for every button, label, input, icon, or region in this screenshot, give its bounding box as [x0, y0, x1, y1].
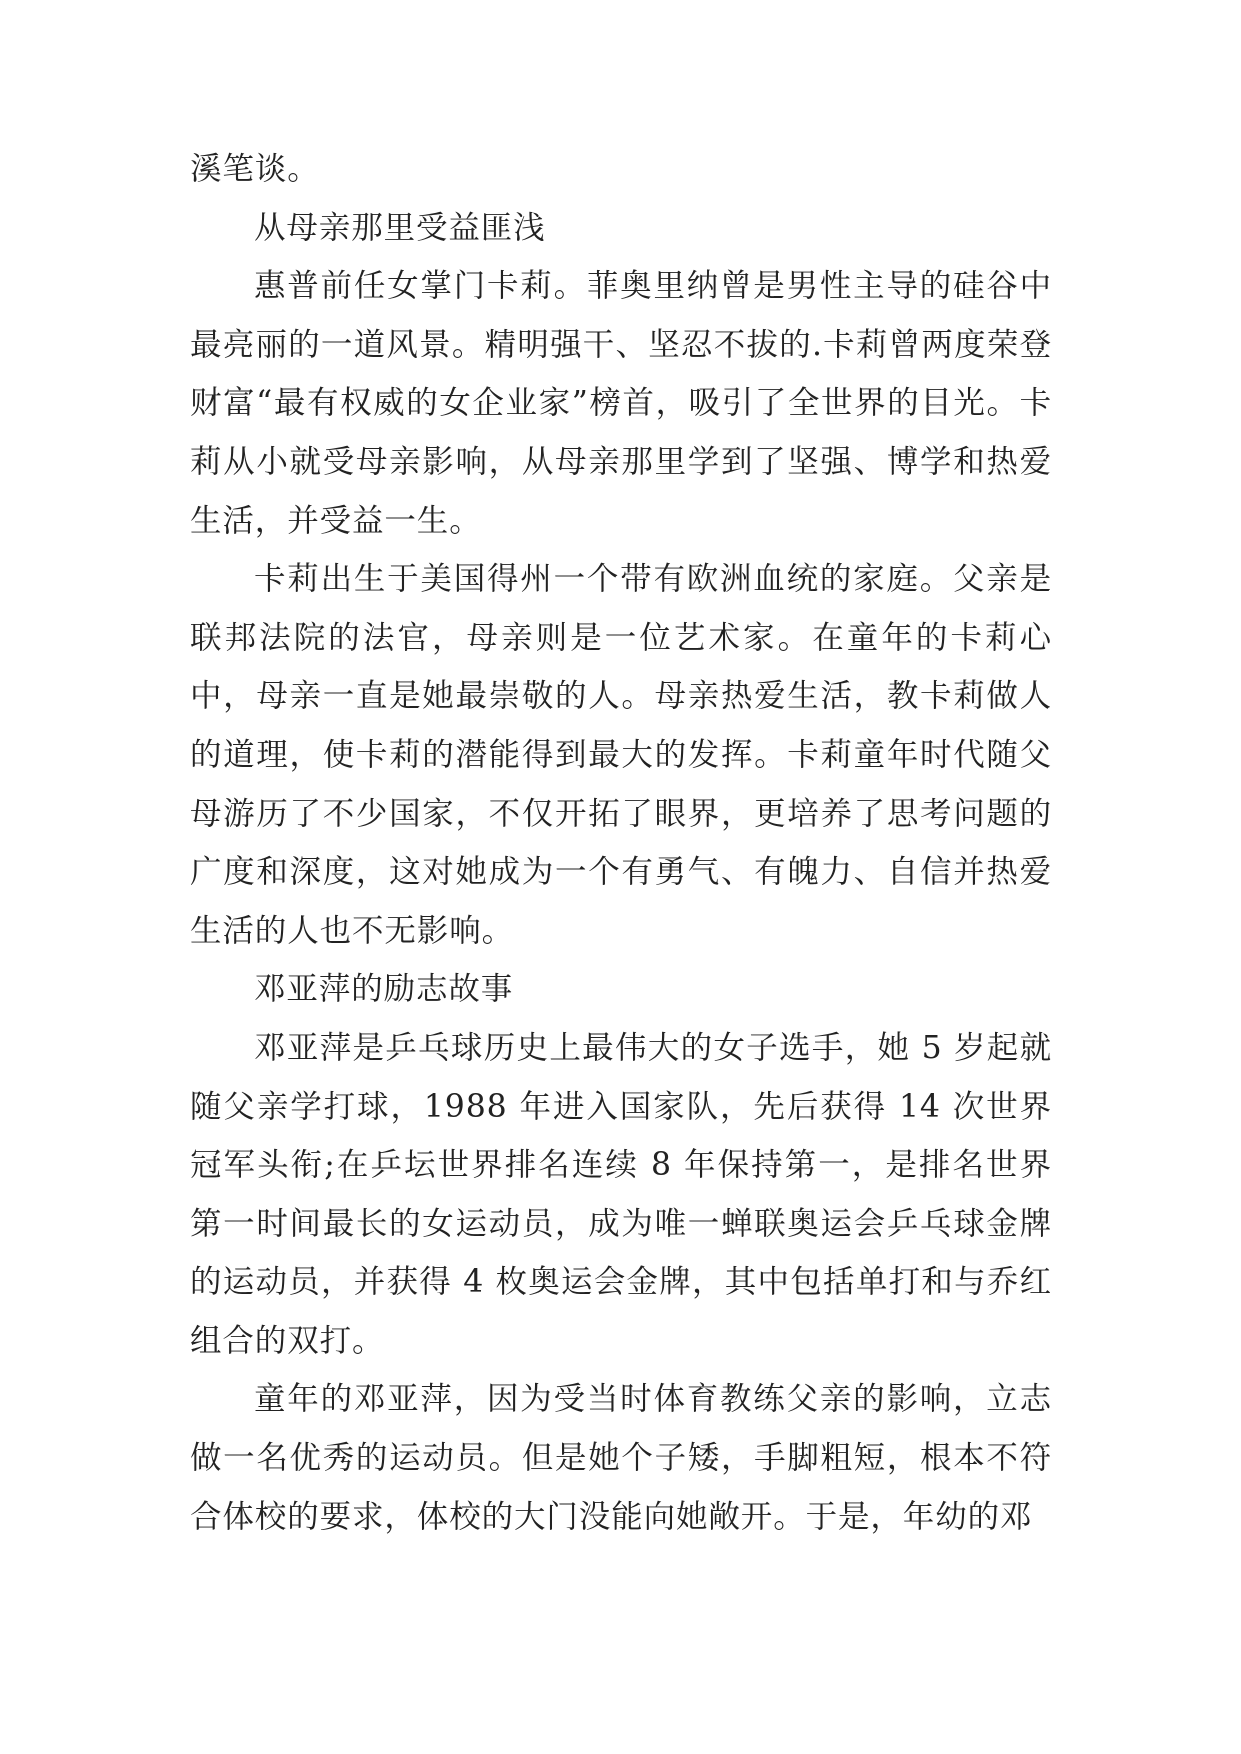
- paragraph-carly-intro: 惠普前任女掌门卡莉。菲奥里纳曾是男性主导的硅谷中最亮丽的一道风景。精明强干、坚忍不拔的.卡莉曾两度荣登财富“最有权威的女企业家”榜首，吸引了全世界的目光。卡莉从小就受母亲影响，从母亲那里学到了坚强、博学和热爱生活，并受益一生。: [190, 268, 1052, 539]
- document-page: [190, 140, 1052, 1546]
- paragraph-deng-achievements: 邓亚萍是乒乓球历史上最伟大的女子选手，她 5 岁起就随父亲学打球，1988 年进入国家队，先后获得 14 次世界冠军头衔;在乒坛世界排名连续 8 年保持第一，是排名世界第一时间最长的女运动员，成为唯一蝉联奥运会乒乓球金牌的运动员，并获得 4 枚奥运会金牌，其中包括单打和与乔红组合的双打。: [190, 1029, 1052, 1359]
- section-heading-deng-yaping: 邓亚萍的励志故事: [254, 971, 514, 1008]
- paragraph-continuation: 溪笔谈。: [190, 151, 320, 187]
- paragraph-deng-childhood: 童年的邓亚萍，因为受当时体育教练父亲的影响，立志做一名优秀的运动员。但是她个子矮，手脚粗短，根本不符合体校的要求，体校的大门没能向她敞开。于是，年幼的邓: [190, 1381, 1052, 1535]
- section-heading-mother: 从母亲那里受益匪浅: [254, 209, 546, 246]
- paragraph-carly-childhood: 卡莉出生于美国得州一个带有欧洲血统的家庭。父亲是联邦法院的法官，母亲则是一位艺术家。在童年的卡莉心中，母亲一直是她最崇敬的人。母亲热爱生活，教卡莉做人的道理，使卡莉的潜能得到最大的发挥。卡莉童年时代随父母游历了不少国家，不仅开拓了眼界，更培养了思考问题的广度和深度，这对她成为一个有勇气、有魄力、自信并热爱生活的人也不无影响。: [190, 561, 1052, 949]
